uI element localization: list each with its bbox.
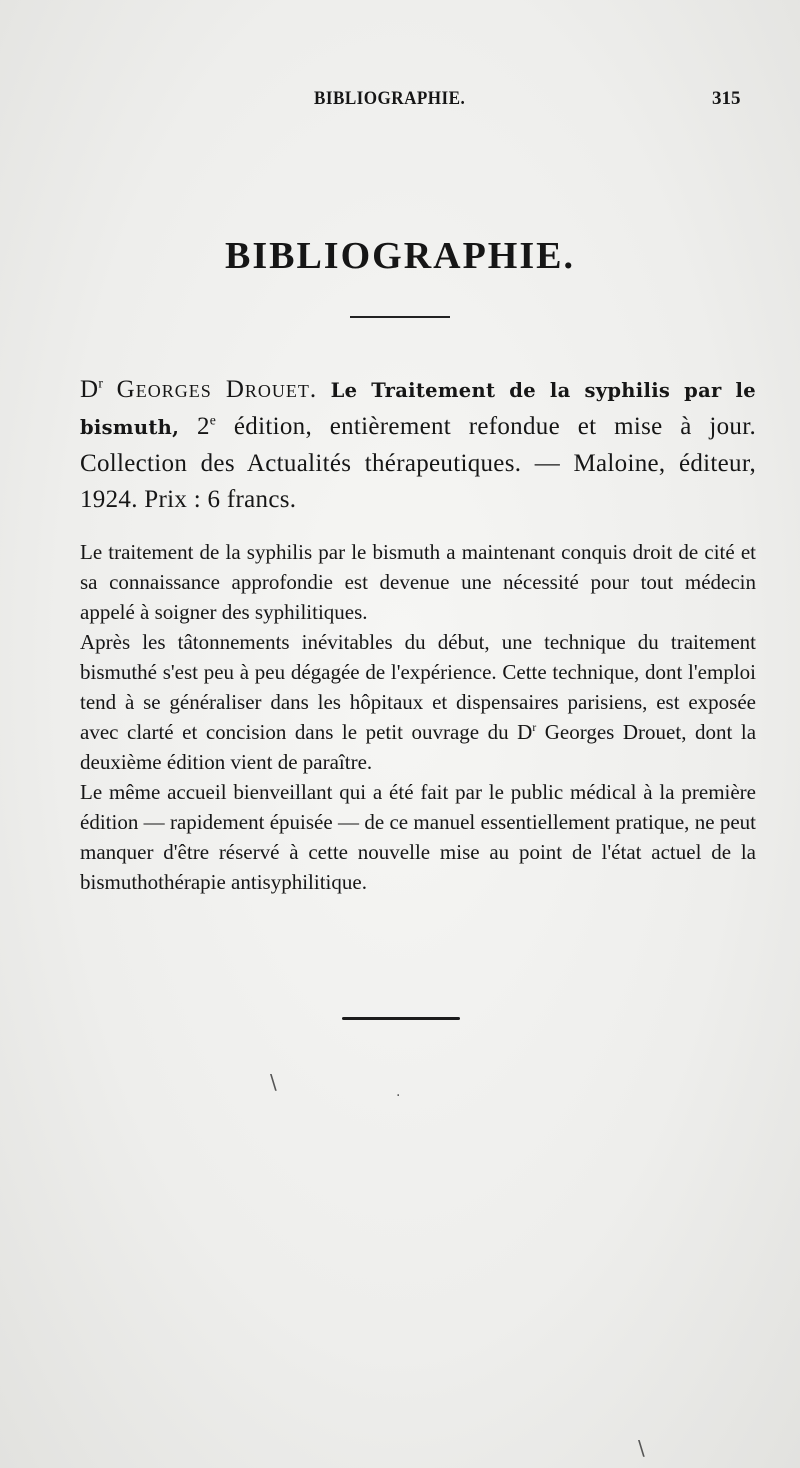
entry-details: édition, entièrement refondue et mise à jour. Collection des Actualités thérapeutiques. — Maloine, éditeur, 1924. Prix : 6 francs. [80,413,756,513]
scan-speck: \ [638,1436,645,1460]
review-body [80,537,756,897]
author-prefix: D [80,376,99,403]
author-name: Georges Drouet. [116,376,318,403]
review-paragraph: Le même accueil bienveillant qui a été fait par le public médical à la première édition — rapidement épuisée — de ce manuel essentiellement pratique, ne peut manquer d'être réservé à cette nouvelle mise au point de l'état actuel de la bismuthothérapie antisyphilitique. [80,780,756,894]
review-sup: r [532,722,537,734]
review-paragraph [80,627,756,777]
bibliography-entry [80,372,756,518]
end-rule [342,1017,460,1020]
review-paragraph: Le traitement de la syphilis par le bismuth a maintenant conquis droit de cité et sa connaissance approfondie est devenue une nécessité pour tout médecin appelé à soigner des syphilitiques. [80,540,756,624]
title-rule [350,316,450,318]
book-title: Le Traitement de la syphilis par le bismuth, [80,379,756,439]
page-title: BIBLIOGRAPHIE. [224,235,576,277]
running-head: BIBLIOGRAPHIE. [314,88,466,109]
review-text: Après les tâtonnements inévitables du début, une technique du traitement bismuthé s'est peu à peu dégagée de l'expérience. Cette technique, dont l'emploi tend à se généraliser dans les hôpitaux et dispensaires parisiens, est exposée avec clarté et concision dans le petit ouvrage du D [80,630,756,744]
author-prefix-sup: r [98,375,104,391]
page-number: 315 [712,88,741,109]
scan-speck: \ [270,1070,277,1094]
scan-speck: · [396,1088,401,1104]
review-text: Georges Drouet, dont la deuxième édition vient de paraître. [80,720,757,774]
edition-number: 2 [196,413,210,440]
edition-sup: e [209,412,217,428]
